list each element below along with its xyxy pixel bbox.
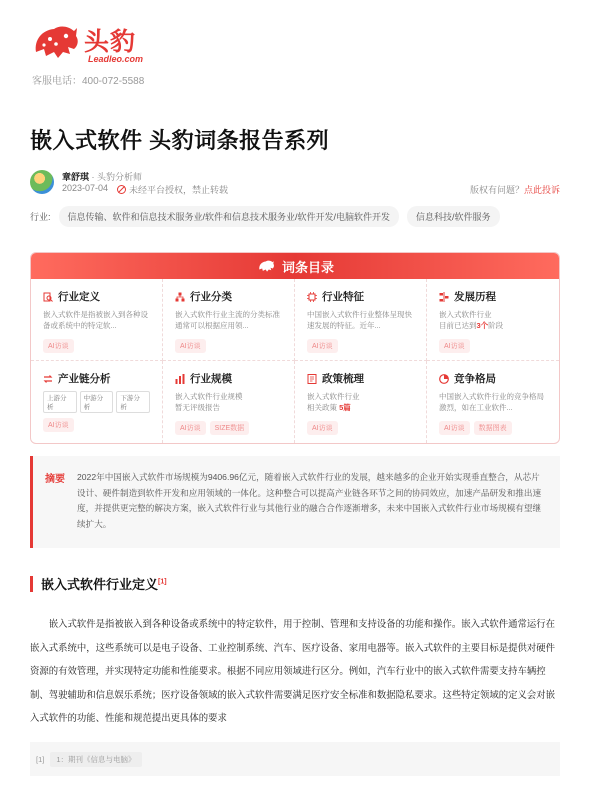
industry-row <box>30 206 500 227</box>
section-heading <box>30 574 167 593</box>
catalog-item-title: 竞争格局 <box>454 373 496 385</box>
abstract-label: 摘要 <box>45 474 65 485</box>
footnote-box <box>30 742 560 776</box>
catalog-header <box>31 253 559 279</box>
catalog-item-scale[interactable] <box>163 361 295 443</box>
catalog-grid <box>31 279 559 443</box>
footnote-source[interactable]: 1：期刊《信息与电脑》 <box>50 752 141 767</box>
search-doc-icon <box>43 292 53 302</box>
leopard-logo-icon <box>256 259 276 273</box>
ai-interview-chip[interactable]: AI访谈 <box>439 339 470 353</box>
catalog-item-title: 行业分类 <box>190 291 232 303</box>
complaint-link[interactable]: 点此投诉 <box>523 185 560 195</box>
upstream-chip[interactable]: 上游分析 <box>43 391 77 413</box>
footnote-ref: [1] <box>36 754 45 764</box>
catalog-item-title: 产业链分析 <box>58 373 111 385</box>
brand-name-cn: 头豹 <box>84 28 137 56</box>
catalog-item-history[interactable] <box>427 279 559 361</box>
downstream-chip[interactable]: 下游分析 <box>116 391 150 413</box>
industry-tag[interactable]: 信息传输、软件和信息技术服务业/软件和信息技术服务业/软件开发/电脑软件开发 <box>59 206 400 227</box>
abstract-text: 2022年中国嵌入式软件市场规模为9406.96亿元，随着嵌入式软件行业的发展，越来越多的企业开始实现垂直整合，从芯片设计、硬件制造到软件开发和应用领域的一体化。这种整合可以提高产业链各环节之间的协同效应，加速产品研发和推出速度，并提供更完整的解决方案，嵌入式软件行业与其他行业的融合合作逐渐增多，未来中国嵌入式软件行业市场规模有望继续扩大。 <box>77 472 542 529</box>
midstream-chip[interactable]: 中游分析 <box>80 391 114 413</box>
catalog-item-features[interactable] <box>295 279 427 361</box>
service-phone <box>32 72 144 87</box>
catalog-item-industry-chain[interactable] <box>31 361 163 443</box>
copyright-complaint <box>470 183 560 196</box>
license-note <box>117 183 228 196</box>
catalog-item-title: 行业规模 <box>190 373 232 385</box>
section-accent-bar <box>30 576 33 592</box>
catalog-item-title: 发展历程 <box>454 291 496 303</box>
brand-name-en: Leadleo.com <box>88 54 144 64</box>
catalog-item-desc: 嵌入式软件行业 相关政策 5篇 <box>307 392 360 412</box>
catalog-card <box>30 252 560 444</box>
ai-interview-chip[interactable]: AI访谈 <box>43 339 74 353</box>
leopard-logo-icon <box>30 22 80 62</box>
catalog-item-title: 政策梳理 <box>322 373 364 385</box>
catalog-item-desc: 嵌入式软件是指被嵌入到各种设备或系统中的特定软... <box>43 310 148 330</box>
ai-interview-chip[interactable]: AI访谈 <box>307 339 338 353</box>
catalog-item-desc: 中国嵌入式软件行业整体呈现快速发展的特征。近年... <box>307 310 412 330</box>
size-data-chip[interactable]: SIZE数据 <box>210 421 250 435</box>
author-role: · 头豹分析师 <box>91 172 143 182</box>
service-number: 400-072-5588 <box>82 76 145 87</box>
catalog-item-policy[interactable] <box>295 361 427 443</box>
data-chart-chip[interactable]: 数据图表 <box>474 421 512 435</box>
catalog-title: 词条目录 <box>281 259 334 275</box>
copyright-prompt: 版权有问题？ <box>469 185 524 195</box>
catalog-item-title: 行业特征 <box>322 291 364 303</box>
catalog-item-desc: 嵌入式软件行业主流的分类标准通常可以根据应用领... <box>175 310 280 330</box>
catalog-item-desc: 嵌入式软件行业 目前已达到3个阶段 <box>439 310 504 330</box>
timeline-icon <box>439 292 449 302</box>
prohibited-icon <box>117 185 126 194</box>
avatar[interactable] <box>30 170 54 194</box>
bar-chart-icon <box>175 374 185 384</box>
section-body: 嵌入式软件是指被嵌入到各种设备或系统中的特定软件，用于控制、管理和支持设备的功能和操作。嵌入式软件通常运行在嵌入式系统中，这些系统可以是电子设备、工业控制系统、汽车、医疗设备、家用电器等。嵌入式软件的主要目标是提供对硬件资源的有效管理，并实现特定功能和性能要求。根据不同应用领域进行区分。例如，汽车行业中的嵌入式软件需要支持车辆控制、驾驶辅助和信息娱乐系统；医疗设备领域的嵌入式软件需要满足医疗安全标准和数据隐私要求。这些特定领域的定义会对嵌入式软件的功能、性能和规范提出更具体的要求 <box>30 618 556 723</box>
publish-date: 2023-07-04 <box>62 183 109 193</box>
brand-logo[interactable] <box>30 20 160 70</box>
industry-label: 行业: <box>30 212 51 222</box>
catalog-item-desc: 嵌入式软件行业规模 暂无评级报告 <box>175 392 243 412</box>
chain-arrows-icon <box>43 374 53 384</box>
catalog-item-desc: 中国嵌入式软件行业的竞争格局激烈，如在工业软件... <box>439 392 544 412</box>
section-title: 嵌入式软件行业定义[1] <box>41 577 167 592</box>
ai-interview-chip[interactable]: AI访谈 <box>439 421 470 435</box>
author-name[interactable]: 章舒琪 <box>62 172 90 182</box>
catalog-item-definition[interactable] <box>31 279 163 361</box>
industry-tag[interactable]: 信息科技/软件服务 <box>407 206 500 227</box>
service-label: 客服电话： <box>32 76 82 87</box>
catalog-item-title: 行业定义 <box>58 291 100 303</box>
hierarchy-icon <box>175 292 185 302</box>
pie-chart-icon <box>439 374 449 384</box>
author-line <box>62 170 142 183</box>
catalog-item-classification[interactable] <box>163 279 295 361</box>
ai-interview-chip[interactable]: AI访谈 <box>175 421 206 435</box>
ai-interview-chip[interactable]: AI访谈 <box>307 421 338 435</box>
abstract-box <box>30 456 560 548</box>
policy-doc-icon <box>307 374 317 384</box>
ai-interview-chip[interactable]: AI访谈 <box>43 418 74 432</box>
ai-interview-chip[interactable]: AI访谈 <box>175 339 206 353</box>
license-text: 未经平台授权，禁止转载 <box>129 185 229 195</box>
chip-icon <box>307 292 317 302</box>
page-title: 嵌入式软件 头豹词条报告系列 <box>30 128 330 153</box>
catalog-item-competition[interactable] <box>427 361 559 443</box>
footnote-ref-link[interactable]: [1] <box>158 578 167 586</box>
